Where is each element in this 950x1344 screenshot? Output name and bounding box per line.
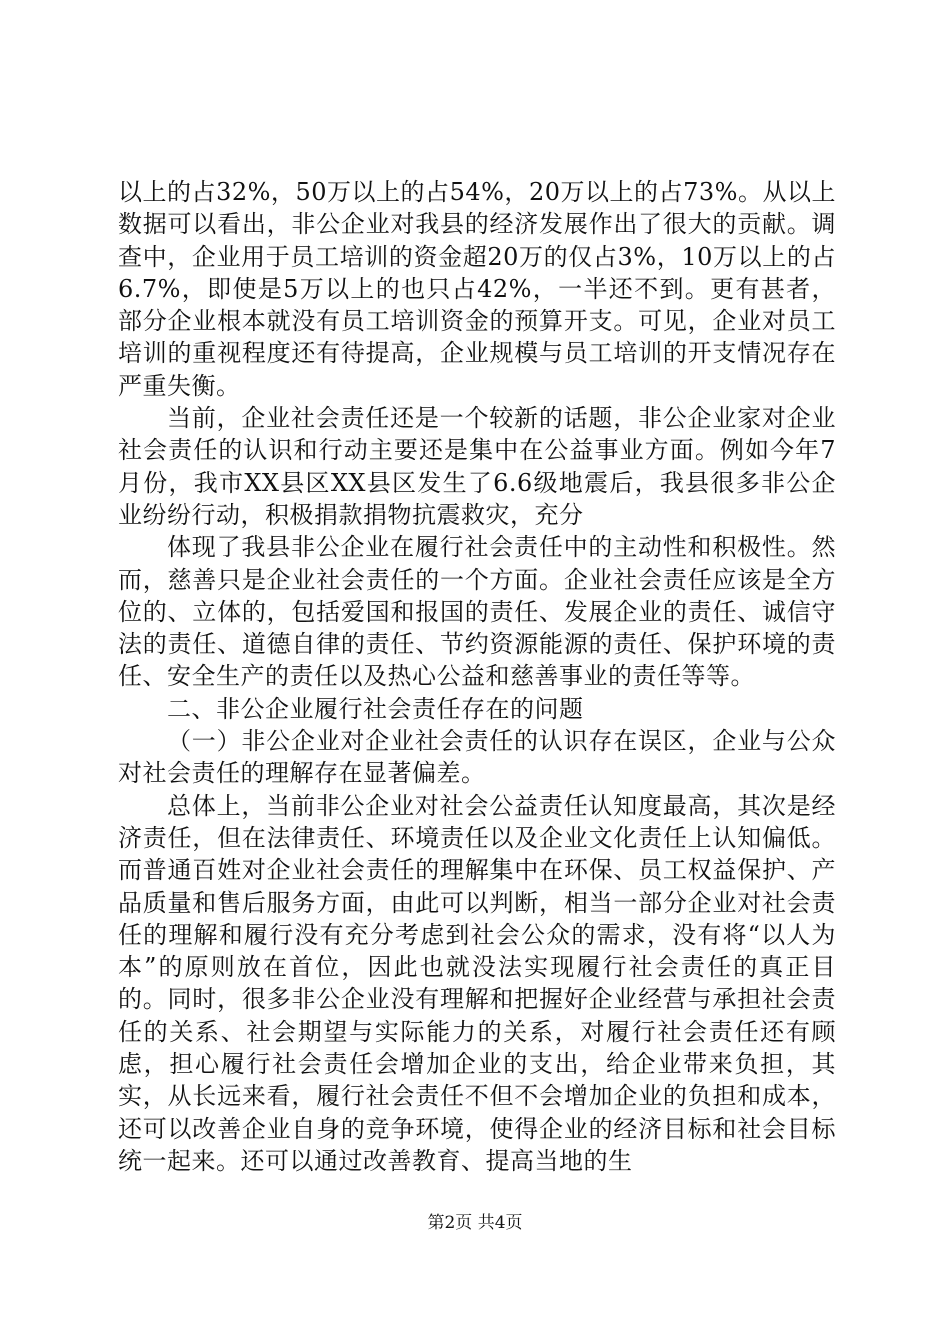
page-footer: 第2页 共4页 [427, 1213, 523, 1233]
section-heading: 二、非公企业履行社会责任存在的问题 [167, 694, 584, 723]
subsection-heading: （一）非公企业对企业社会责任的认识存在误区，企业与公众对社会责任的理解存在显著偏差。 [118, 727, 836, 788]
paragraph: 总体上，当前非公企业对社会公益责任认知度最高，其次是经济责任，但在法律责任、环境责任以及企业文化责任上认知偏低。而普通百姓对企业社会责任的理解集中在环保、员工权益保护、产品质量和售后服务方面，由此可以判断，相当一部分企业对社会责任的理解和履行没有充分考虑到社会公众的需求，没有将“以人为本”的原则放在首位，因此也就没法实现履行社会责任的真正目的。同时，很多非公企业没有理解和把握好企业经营与承担社会责任的关系、社会期望与实际能力的关系，对履行社会责任还有顾虑，担心履行社会责任会增加企业的支出，给企业带来负担，其实，从长远来看，履行社会责任不但不会增加企业的负担和成本，还可以改善企业自身的竞争环境，使得企业的经济目标和社会目标统一起来。还可以通过改善教育、提高当地的生 [118, 791, 836, 1175]
paragraph-continued: 以上的占32%，50万以上的占54%，20万以上的占73%。从以上数据可以看出，非公企业对我县的经济发展作出了很大的贡献。调查中，企业用于员工培训的资金超20万的仅占3%，10万以上的占6.7%，即使是5万以上的也只占42%，一半还不到。更有甚者，部分企业根本就没有员工培训资金的预算开支。可见，企业对员工培训的重视程度还有待提高，企业规模与员工培训的开支情况存在严重失衡。 [118, 178, 836, 400]
paragraph: 当前，企业社会责任还是一个较新的话题，非公企业家对企业社会责任的认识和行动主要还是集中在公益事业方面。例如今年7月份，我市XX县区XX县区发生了6.6级地震后，我县很多非公企业纷纷行动，积极捐款捐物抗震救灾，充分 [118, 404, 836, 529]
document-body [118, 176, 836, 1177]
paragraph: 体现了我县非公企业在履行社会责任中的主动性和积极性。然而，慈善只是企业社会责任的一个方面。企业社会责任应该是全方位的、立体的，包括爱国和报国的责任、发展企业的责任、诚信守法的责任、道德自律的责任、节约资源能源的责任、保护环境的责任、安全生产的责任以及热心公益和慈善事业的责任等等。 [118, 533, 836, 691]
